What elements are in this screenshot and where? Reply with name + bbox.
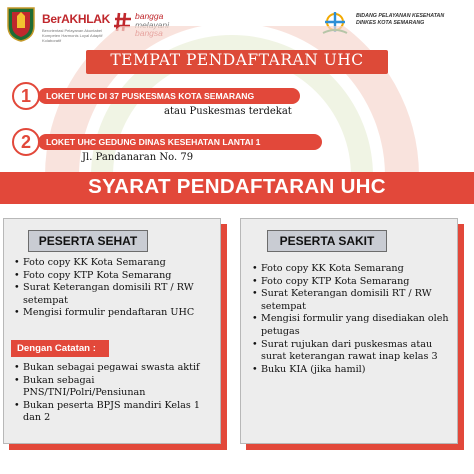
list-item: • Surat Keterangan domisili RT / RW setempat: [14, 282, 219, 307]
bangga-line: bangga: [135, 11, 164, 21]
list-item: • Surat rujukan dari puskesmas atau surat keterangan rawat inap kelas 3: [252, 339, 452, 364]
sick-card-heading: PESERTA SAKIT: [267, 230, 387, 252]
list-item: • Foto copy KTP Kota Semarang: [14, 270, 219, 283]
healthy-notes-list: [14, 362, 219, 425]
dinkes-line-1: BIDANG PELAYANAN KESEHATAN: [356, 13, 445, 19]
location-2-bar: LOKET UHC GEDUNG DINAS KESEHATAN LANTAI 1: [38, 134, 322, 150]
melayani-line: melayani: [135, 19, 170, 30]
list-item: • Foto copy KK Kota Semarang: [252, 263, 452, 276]
location-2-number: 2: [12, 128, 40, 156]
healthy-card-heading: PESERTA SEHAT: [28, 230, 148, 252]
list-item: • Surat Keterangan domisili RT / RW setempat: [252, 288, 452, 313]
berakhlak-tagline: Berorientasi Pelayanan Akuntabel Kompeten Harmonis Loyal Adaptif Kolaboratif: [42, 28, 103, 43]
list-item: • Buku KIA (jika hamil): [252, 364, 452, 377]
location-1-bar: LOKET UHC DI 37 PUSKESMAS KOTA SEMARANG: [38, 88, 300, 104]
list-item: • Foto copy KTP Kota Semarang: [252, 276, 452, 289]
berakhlak-logo: BerAKHLAK: [42, 12, 110, 26]
semarang-crest-icon: [6, 6, 36, 42]
requirements-title: SYARAT PENDAFTARAN UHC: [88, 175, 386, 198]
list-item: • Mengisi formulir yang disediakan oleh petugas: [252, 313, 452, 338]
page-title: TEMPAT PENDAFTARAN UHC: [110, 51, 364, 69]
list-item: • Bukan sebagai PNS/TNI/Polri/Pensiunan: [14, 375, 219, 400]
location-1-detail: atau Puskesmas terdekat: [164, 106, 292, 117]
list-item: • Bukan peserta BPJS mandiri Kelas 1 dan 2: [14, 400, 219, 425]
list-item: • Bukan sebagai pegawai swasta aktif: [14, 362, 219, 375]
bangsa-line: bangsa: [135, 28, 163, 38]
list-item: • Foto copy KK Kota Semarang: [14, 257, 219, 270]
dinkes-line-2: DINKES KOTA SEMARANG: [356, 20, 425, 26]
location-2-detail: Jl. Pandanaran No. 79: [82, 152, 194, 163]
note-badge: Dengan Catatan :: [11, 340, 109, 357]
sick-requirements-list: [252, 263, 452, 376]
location-1-number: 1: [12, 82, 40, 110]
healthy-requirements-list: [14, 257, 219, 320]
list-item: • Mengisi formulir pendaftaran UHC: [14, 307, 219, 320]
dinkes-text: [356, 13, 444, 27]
